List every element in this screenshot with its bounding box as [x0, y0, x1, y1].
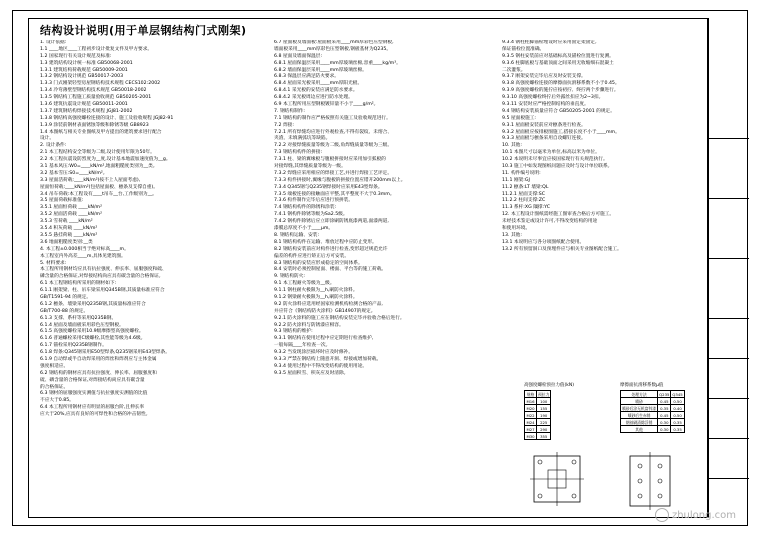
- note-line: 1.3.6 建筑抗震设计规范 GB50011-2001: [40, 102, 128, 108]
- note-line: 6.8.2 墙面保温层采用____mm厚玻璃丝棉。: [274, 67, 367, 73]
- table-cell: 喷砂: [621, 398, 658, 405]
- table-cell: 规格: [525, 391, 537, 398]
- drawing-sheet: [4, 4, 756, 532]
- note-line: 1.2 国家现行有关设计规范及标准:: [40, 53, 112, 59]
- table-cell: 100: [537, 398, 551, 405]
- table-row: [525, 419, 551, 426]
- table-cell: M27: [526, 426, 535, 432]
- note-line: 3.6 地面粗糙度类别:__类: [40, 239, 93, 245]
- table-cell: 0.35: [671, 426, 684, 433]
- table-cell: 0.40: [671, 405, 684, 412]
- note-line: 6.4 本工程所用钢材应有明显的屈服台阶,且伸长率: [40, 405, 145, 411]
- note-line: 9.3.7 刚架安装完毕后应及时安装支撑。: [502, 74, 586, 80]
- note-line: 6.3 钢材的屈服强度实测值与抗拉强度实测值的比值: [40, 391, 148, 397]
- table-cell: 处理方法: [621, 391, 658, 398]
- note-line: 7.4 钢结构构件的除锈和涂装:: [274, 205, 337, 211]
- note-line: 1.3.3 门式刚架轻型房屋钢结构技术规程 CECS102:2002: [40, 81, 161, 87]
- note-line: 3.1 基本风压:W0=____kN/m²,地面粗糙度类别为__类。: [40, 164, 158, 170]
- table-cell: 预拉力: [538, 391, 550, 397]
- note-line: 7.3 钢结构构件的拼接:: [274, 150, 323, 156]
- note-line: 不应大于0.85。: [40, 398, 74, 404]
- note-line: 6.1.5 高强度螺栓采用10.9级摩擦型高强度螺栓。: [40, 329, 144, 335]
- table-cell: 钢丝刷清除浮锈: [621, 419, 658, 426]
- note-line: 偏差的构件应进行矫正后方可安装。: [274, 253, 350, 259]
- note-line: 3.3 屋面活荷载:____kN/m²(按不上人屋面考虑),: [40, 177, 141, 183]
- note-line: 6.9 本工程所用压型钢板镀锌量不小于____g/m²。: [274, 102, 379, 108]
- note-line: 2.2 本工程抗震设防烈度为__度,设计基本地震加速度值为__g。: [40, 157, 171, 163]
- note-line: 8.4 安装时必须控制屋面、楼面、平台等的施工荷载。: [274, 267, 387, 273]
- table-row: [525, 433, 551, 440]
- table-row: [525, 412, 551, 419]
- note-line: 12. 本工程设计图纸需经施工图审查合格后方可施工。: [502, 212, 615, 218]
- note-line: 10. 其他:: [502, 143, 522, 149]
- note-line: 8.2 钢结构安装前应对构件进行检查,变形超过规范允许: [274, 246, 388, 252]
- note-line: 7.1 钢结构的制作应严格按照有关施工及验收规范进行。: [274, 115, 391, 121]
- note-line: 13.1 本说明应与各分项图纸配合使用。: [502, 239, 585, 245]
- table-cell: M16: [526, 398, 535, 404]
- watermark-logo-icon: [655, 508, 669, 522]
- note-line: 9.3.9 高强度螺栓的施拧应按初拧、终拧两个步骤进行。: [502, 88, 619, 94]
- table-row: [621, 419, 685, 426]
- table2-caption: 摩擦面抗滑移系数μ值: [620, 383, 664, 388]
- note-line: 7.3.4 Q345钢与Q235钢焊接时应采用E43型焊条。: [274, 184, 383, 190]
- table-cell: 0.45: [658, 412, 671, 419]
- bolt-pretension-table: [524, 382, 574, 440]
- note-line: 7.2.1 所有焊缝均应进行外观检查,不得有裂纹、未熔合、: [274, 129, 393, 135]
- note-line: 漆膜总厚度不小于____μm。: [274, 226, 334, 232]
- table-row: [621, 398, 685, 405]
- note-line: 6.1.8 焊条:Q345钢采用E50型焊条,Q235钢采用E43型焊条。: [40, 350, 170, 356]
- note-line: 7. 钢结构制作:: [274, 108, 305, 114]
- note-line: GB/T700-88 的规定。: [40, 308, 89, 314]
- note-line: 9.3.2 屋面板应按排板图施工,搭接长度不小于____mm。: [502, 129, 620, 135]
- note-line: 9. 钢结构防火:: [274, 274, 305, 280]
- note-line: 6.8.3 保温层应满足防火要求。: [274, 74, 339, 80]
- note-line: 6.2 钢结构的钢材应具有抗拉强度、伸长率、屈服强度和: [40, 370, 157, 376]
- note-line: 对接焊缝,其焊缝质量等级为一级。: [274, 164, 346, 170]
- note-line: 6.1.2 檩条、墙梁采用Q235B钢,其质量标准应符合: [40, 301, 146, 307]
- note-line: 6.8.4 屋面采光板采用____mm厚阳光板。: [274, 81, 363, 87]
- note-line: 6.1.6 普通螺栓采用C级螺栓,其性能等级为4.6级。: [40, 336, 146, 342]
- note-line: 1.3.5 钢结构工程施工质量验收规范 GB50205-2001: [40, 95, 152, 101]
- note-line: 11.2.2 柱间支撑:ZC: [502, 198, 546, 204]
- note-line: 9.2.2 防火涂料与防锈漆应相容。: [274, 322, 344, 328]
- note-line: 1.3.8 钢结构高强度螺栓连接的设计、施工及验收规程 JGJ82-91: [40, 115, 174, 121]
- note-line: 7.4.1 钢构件除锈等级为Sa2.5级。: [274, 212, 348, 218]
- table-cell: M20: [526, 405, 535, 411]
- note-line: 设计。: [40, 136, 55, 142]
- table-cell: 0.35: [658, 405, 671, 412]
- table-cell: 0.50: [671, 398, 684, 405]
- table-row: [525, 398, 551, 405]
- note-line: 6.8 屋面及墙面保温层:: [274, 53, 323, 59]
- note-line: 9.1.2 钢梁耐火极限为__h,刷防火涂料。: [274, 294, 358, 300]
- note-line: 6.8.4.1 采光板的安装应满足防水要求。: [274, 88, 358, 94]
- bolt-layout-detail: [620, 452, 680, 512]
- note-line: 3.4 吊车荷载:本工程设有____t吊车__台,工作级别为__。: [40, 191, 157, 197]
- table-cell: 其他: [621, 426, 658, 433]
- note-line: 3.5.1 屋面恒荷载 ____kN/m²: [40, 205, 102, 211]
- note-line: 11.2 檩条:LT 墙梁:QL: [502, 184, 549, 190]
- note-line: 13. 其他:: [502, 232, 522, 238]
- note-line: 夹渣、未填满弧坑等缺陷。: [274, 136, 331, 142]
- note-line: 9.3.3 严禁在钢结构上随意开洞、焊接或增加荷载。: [274, 356, 382, 362]
- note-line: 1.3 建筑结构设计统一标准 GB50068-2001: [40, 60, 133, 66]
- notes-column-3: [502, 40, 706, 254]
- note-line: 4. 本工程±0.000相当于绝对标高____m。: [40, 246, 129, 252]
- table-cell: 喷砂后生赤锈: [621, 412, 658, 419]
- note-line: 6.1.4 屋面及墙面板采用彩色压型钢板。: [40, 322, 124, 328]
- table-row: [621, 405, 685, 412]
- note-line: 二次灌浆。: [502, 67, 526, 73]
- note-line: 9.3.2 当发现涂层损坏时应及时修补。: [274, 350, 354, 356]
- table-cell: 190: [537, 412, 551, 419]
- note-line: 9.3.1 屋面板安装前应对檩条进行检查。: [502, 122, 586, 128]
- note-line: 和使用环境。: [502, 226, 531, 232]
- table-cell: 355: [537, 433, 551, 440]
- note-line: 1. 设计依据:: [40, 40, 67, 45]
- note-line: 1.3.9 涂装前钢材表面锈蚀等级和除锈等级 GB8923: [40, 122, 149, 128]
- table-cell: 225: [537, 419, 551, 426]
- table-cell: 155: [537, 405, 551, 412]
- note-line: 10.3 施工中如发现图纸问题应及时与设计单位联系。: [502, 164, 613, 170]
- note-line: 9.3.10 高强度螺栓终拧后外露丝扣应为2~3扣。: [502, 95, 604, 101]
- note-line: 6.1.1 刚架梁、柱、吊车梁采用Q345B钢,其质量标准应符合: [40, 288, 165, 294]
- note-line: 保证锚栓位置准确。: [502, 46, 545, 52]
- note-line: 11.1 刚架:GJ: [502, 177, 530, 183]
- table-row: [621, 426, 685, 433]
- note-line: 11.3 系杆:XG 隅撑:YC: [502, 205, 551, 211]
- note-line: 强度相适应。: [40, 363, 69, 369]
- table-cell: 0.50: [671, 412, 684, 419]
- table-cell: 290: [537, 426, 551, 433]
- table-cell: M22: [526, 412, 535, 418]
- note-line: 3.2 基本雪压:S0=____kN/m²。: [40, 170, 108, 176]
- note-line: 一般每隔____年检查一次。: [274, 343, 331, 349]
- note-line: 9.3.4 使用过程中不得改变结构的使用用途。: [274, 363, 368, 369]
- note-line: 9.5 屋面板施工:: [502, 115, 536, 121]
- table-cell: 0.30: [658, 419, 671, 426]
- note-line: 1.1 ____地区____工程初步设计批复文件及甲方要求。: [40, 46, 153, 52]
- note-line: 并应符合《钢结构防火涂料》GB14907的规定。: [274, 308, 376, 314]
- note-line: 的合格保证。: [40, 384, 69, 390]
- table-row: [621, 391, 685, 398]
- note-line: 1.4 本图纸与相关专业图纸及甲方提出的建筑要求进行配合: [40, 129, 162, 135]
- note-line: 1.3.4 冷弯薄壁型钢结构技术规范 GB50018-2002: [40, 88, 147, 94]
- note-line: 硫、磷含量的合格保证,对焊接结构尚应具有碳含量: [40, 377, 145, 383]
- tables-area: [524, 382, 704, 517]
- document-title: 结构设计说明(用于单层钢结构门式刚架): [40, 24, 247, 37]
- note-line: 8.1 钢结构构件在运输、堆放过程中应防止变形。: [274, 239, 377, 245]
- watermark-text: zhulong.com: [671, 510, 736, 521]
- table-cell: Q235: [659, 391, 670, 397]
- note-line: 9.2.1 防火涂料的施工应在钢结构安装完毕并验收合格后进行。: [274, 315, 405, 321]
- table-cell: 0.30: [658, 426, 671, 433]
- title-block: [708, 18, 748, 518]
- column-base-detail: [528, 450, 588, 512]
- watermark: [655, 508, 736, 522]
- note-line: 3.5.5 悬挂荷载 ____kN/m²: [40, 232, 98, 238]
- note-line: 1.3.7 建筑钢结构焊接技术规程 JGJ81-2002: [40, 108, 133, 114]
- note-line: 9.4 钢结构安装质量应符合 GB50205-2001 的规定。: [502, 108, 615, 114]
- note-line: 5. 材料要求:: [40, 260, 67, 266]
- note-line: 7.4.2 钢构件除锈后应立即涂刷防锈底漆两道,面漆两道,: [274, 219, 389, 225]
- note-line: 6.8.4.2 采光板周边应进行防水处理。: [274, 95, 353, 101]
- note-line: 7.2 焊接:: [274, 122, 294, 128]
- note-line: 9.3.5 钢柱安装前应对基础标高及锚栓位置进行复测。: [502, 53, 614, 59]
- note-line: GB/T1591-94 的规定。: [40, 294, 92, 300]
- note-line: 9.3.5 屋面积雪、积灰应及时清除。: [274, 370, 349, 376]
- note-line: 9.3.6 柱脚底板与基础顶面之间采用无收缩细石混凝土: [502, 60, 614, 66]
- notes-column-2: [274, 40, 498, 378]
- note-line: 9.3.11 安装时应严格控制结构的垂直度。: [502, 102, 589, 108]
- note-line: 9.3 钢结构的维护:: [274, 329, 313, 335]
- note-line: 6.1 本工程钢结构所采用的钢材如下:: [40, 281, 117, 287]
- note-line: 9.1 本工程耐火等级为__级。: [274, 281, 335, 287]
- note-line: 13.2 所有预留洞口及预埋件应与相关专业图纸配合施工。: [502, 246, 622, 252]
- note-line: 1.3.2 钢结构设计规范 GB50017-2003: [40, 74, 124, 80]
- note-line: 8.3 钢结构的安装应形成稳定的空间体系。: [274, 260, 363, 266]
- note-line: 本工程室内外高差____m,具体见建筑图。: [40, 253, 126, 259]
- note-line: 8. 钢结构运输、安装:: [274, 232, 320, 238]
- note-line: 9.3.3 屋面板与檩条采用自攻螺钉连接。: [502, 136, 586, 142]
- note-line: 7.3.5 端板连接的接触面应平整,其平整度不大于0.3mm。: [274, 191, 395, 197]
- note-line: 10.2 本说明未尽事宜应按国家现行有关规范执行。: [502, 157, 608, 163]
- note-line: 6.1.7 锚栓采用Q235B钢制作。: [40, 343, 107, 349]
- slip-coefficient-table: [620, 382, 685, 433]
- notes-column-1: [40, 40, 268, 419]
- table-cell: M24: [526, 419, 535, 425]
- table-row: [525, 426, 551, 433]
- table-cell: M30: [526, 433, 535, 439]
- table-row: [525, 391, 551, 398]
- note-line: 9.1.1 钢柱耐火极限为__h,刷防火涂料。: [274, 288, 358, 294]
- note-line: 11. 构件编号说明:: [502, 170, 541, 176]
- table-cell: 0.35: [671, 419, 684, 426]
- note-line: 3.5 屋面荷载标准值:: [40, 198, 84, 204]
- note-line: 1.3.1 建筑结构荷载规范 GB50009-2001: [40, 67, 128, 73]
- note-line: 2. 设计条件:: [40, 143, 67, 149]
- table1-caption: 高强度螺栓预拉力值(kN): [524, 383, 574, 388]
- note-line: 未经技术鉴定或设计许可,不得改变结构的用途: [502, 219, 598, 225]
- note-line: 2.1 本工程结构安全等级为二级,设计使用年限为50年。: [40, 150, 155, 156]
- note-line: 3.5.4 积灰荷载 ____kN/m²: [40, 226, 98, 232]
- note-line: 11.2.1 屋面支撑:SC: [502, 191, 545, 197]
- table-cell: 喷砂后涂无机富锌漆: [622, 405, 657, 411]
- note-line: 7.3.1 柱、梁的翼缘板与腹板拼接时应采用加引弧板的: [274, 157, 386, 163]
- note-line: 9.3.1 钢结构在使用过程中应定期进行检查维护,: [274, 336, 374, 342]
- note-line: 6.1.9 自动焊或半自动焊采用的焊丝和焊剂应与主体金属: [40, 356, 157, 362]
- note-line: 9.2 防火涂料应选用经国家检测机构检测合格的产品,: [274, 301, 383, 307]
- table-cell: 0.45: [658, 398, 671, 405]
- note-line: 6.8.1 屋面保温层采用____mm厚玻璃丝棉,容重____kg/m³。: [274, 60, 401, 66]
- note-line: 6.7 屋面板及墙面板:屋面板采用____mm厚彩色压型钢板,: [274, 40, 394, 45]
- note-line: 6.1.3 支撑、系杆等采用Q235B钢。: [40, 315, 117, 321]
- note-line: 10.1 本图尺寸以毫米为单位,标高以米为单位。: [502, 150, 600, 156]
- note-line: 7.3.3 构件拼接时,翼缘与腹板的拼接位置应错开200mm以上。: [274, 177, 406, 183]
- note-line: 9.3.8 高强度螺栓连接的摩擦面抗滑移系数不小于0.45。: [502, 81, 620, 87]
- table-row: [621, 412, 685, 419]
- note-line: 3.5.3 雪荷载 ____kN/m²: [40, 219, 93, 225]
- note-line: 应大于20%,应具有良好的可焊性和合格的冲击韧性。: [40, 412, 151, 418]
- table-cell: Q345: [672, 391, 683, 397]
- note-line: 9.3.4 钢柱柱脚锚栓埋设时应采用固定架固定,: [502, 40, 597, 45]
- note-line: 7.3.2 焊缝应采用相应的焊接工艺,并进行焊接工艺评定。: [274, 170, 393, 176]
- table-row: [525, 405, 551, 412]
- note-line: 墙面板采用____mm厚彩色压型钢板,钢板基材为Q235。: [274, 46, 392, 52]
- note-line: 屋面恒荷载:____kN/m²(包括屋面板、檩条及支撑自重)。: [40, 184, 158, 190]
- note-line: 磷含量的合格保证,对焊接结构尚应具有碳含量的合格保证。: [40, 274, 164, 280]
- note-line: 3.5.2 屋面活荷载 ____kN/m²: [40, 212, 102, 218]
- note-line: 本工程所用钢材均应具有抗拉强度、伸长率、屈服强度和硫、: [40, 267, 167, 273]
- note-line: 7.3.6 构件制作完毕后应进行预拼装。: [274, 198, 354, 204]
- note-line: 7.2.2 对接焊缝质量等级为二级,角焊缝质量等级为三级。: [274, 143, 393, 149]
